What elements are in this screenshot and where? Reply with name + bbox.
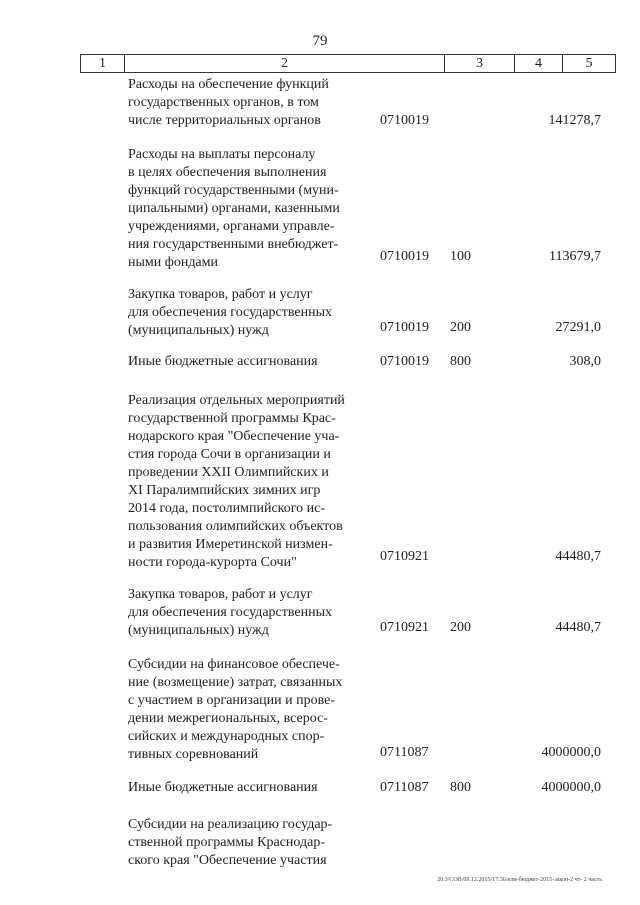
row-code: 0710921 <box>380 620 429 635</box>
row-description: Субсидии на финансовое обеспече- ние (возмещение) затрат, связанных с участием в организации и прове- дении межрегиональных, всерос- сийских и международных спор- тивных соревнований <box>128 657 343 762</box>
row-amount: 308,0 <box>569 354 601 369</box>
page-number: 79 <box>312 33 328 49</box>
row-amount: 113679,7 <box>549 249 601 264</box>
row-amount: 141278,7 <box>548 113 601 128</box>
row-amount: 4000000,0 <box>541 780 601 795</box>
column-header-4: 4 <box>514 55 562 72</box>
row-description: Иные бюджетные ассигнования <box>128 354 318 369</box>
row-code: 0710019 <box>380 113 429 128</box>
row-code: 0710019 <box>380 249 429 264</box>
row-description: Иные бюджетные ассигнования <box>128 780 318 795</box>
document-footer: 20.3/СОВ/09.12.2015/17:36/изм-бюджет-2015-закон-2 чт- 2 часть <box>437 877 602 883</box>
row-code: 0711087 <box>380 745 429 760</box>
row-description: Реализация отдельных мероприятий государственной программы Крас- нодарского края "Обеспечение уча- стия города Сочи в организации и проведении XXII Олимпийских и XI Паралимпийских зимних игр 2014 года, постолимпийского ис- пользования олимпийских объектов и развития Имеретинской низмен- ности города-курорта Сочи" <box>128 393 345 570</box>
row-amount: 4000000,0 <box>541 745 601 760</box>
row-expense-type: 200 <box>450 620 471 635</box>
row-expense-type: 100 <box>450 249 471 264</box>
column-header-3: 3 <box>444 55 514 72</box>
row-amount: 44480,7 <box>555 620 601 635</box>
column-header-1: 1 <box>80 55 124 72</box>
row-code: 0711087 <box>380 780 429 795</box>
row-description: Закупка товаров, работ и услуг для обеспечения государственных (муниципальных) нужд <box>128 287 332 338</box>
row-description: Закупка товаров, работ и услуг для обеспечения государственных (муниципальных) нужд <box>128 587 332 638</box>
row-code: 0710921 <box>380 549 429 564</box>
row-code: 0710019 <box>380 320 429 335</box>
table-header <box>80 54 616 73</box>
column-header-5: 5 <box>562 55 616 72</box>
row-description: Расходы на обеспечение функций государственных органов, в том числе территориальных органов <box>128 77 329 128</box>
row-description: Субсидии на реализацию государ- ственной программы Краснодар- ского края "Обеспечение участия <box>128 817 333 868</box>
row-expense-type: 800 <box>450 354 471 369</box>
row-description: Расходы на выплаты персоналу в целях обеспечения выполнения функций государственными (муни- ципальными) органами, казенными учреждениями, органами управле- ния государственными внебюджет- ными фондами <box>128 147 340 270</box>
row-amount: 44480,7 <box>555 549 601 564</box>
row-expense-type: 200 <box>450 320 471 335</box>
row-code: 0710019 <box>380 354 429 369</box>
row-amount: 27291,0 <box>555 320 601 335</box>
row-expense-type: 800 <box>450 780 471 795</box>
column-header-2: 2 <box>124 55 444 72</box>
